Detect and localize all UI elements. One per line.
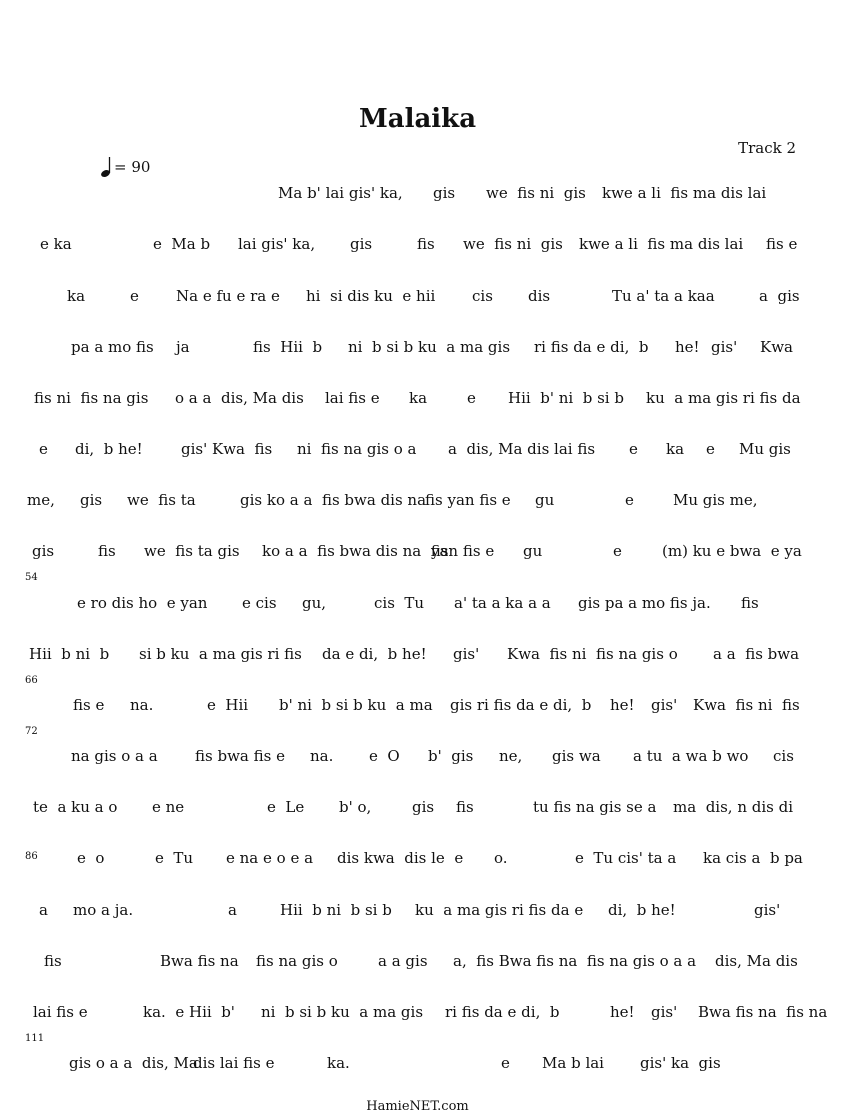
- lyric-syllables: lai fis e: [325, 389, 380, 407]
- lyric-syllables: fis: [98, 542, 116, 560]
- lyric-syllables: dis kwa dis le e: [337, 849, 464, 867]
- lyric-syllables: kwe a li fis ma dis lai: [602, 184, 767, 202]
- lyric-syllables: Kwa fis ni fis na gis o: [507, 645, 678, 663]
- lyric-syllables: ka: [67, 287, 86, 305]
- lyric-syllables: gis': [651, 1003, 678, 1021]
- lyric-line: [0, 746, 859, 766]
- lyric-syllables: a dis, Ma dis lai fis: [448, 440, 596, 458]
- lyric-syllables: e ro dis ho e yan: [77, 594, 208, 612]
- lyric-syllables: Hii b ni b si b: [280, 901, 392, 919]
- tempo-marking: [100, 156, 150, 178]
- lyric-syllables: a tu a wa b wo: [633, 747, 749, 765]
- lyric-syllables: pa a mo fis: [71, 338, 154, 356]
- lyric-syllables: a: [228, 901, 237, 919]
- lyric-syllables: we fis ni gis: [463, 235, 563, 253]
- lyric-syllables: tu fis na gis se a: [533, 798, 657, 816]
- lyric-syllables: e Hii: [207, 696, 249, 714]
- lyric-syllables: e O: [369, 747, 400, 765]
- lyric-syllables: e Tu cis' ta a: [575, 849, 677, 867]
- lyric-syllables: (m) ku e bwa e ya: [662, 542, 802, 560]
- lyric-syllables: me,: [27, 491, 55, 509]
- lyric-syllables: si b ku a ma gis ri fis: [139, 645, 302, 663]
- quarter-note-icon: [100, 156, 112, 178]
- lyric-syllables: ni b si b ku a ma gis: [261, 1003, 424, 1021]
- lyric-syllables: gis: [412, 798, 435, 816]
- lyric-line: [0, 388, 859, 408]
- lyric-syllables: e Ma b: [153, 235, 211, 253]
- lyric-syllables: te a ku a o: [33, 798, 118, 816]
- lyric-line: [0, 490, 859, 510]
- lyric-syllables: a a fis bwa: [713, 645, 800, 663]
- lyric-syllables: gis: [32, 542, 55, 560]
- lyric-syllables: fis ni fis na gis: [34, 389, 149, 407]
- lyric-syllables: cis: [472, 287, 493, 305]
- lyric-syllables: e: [467, 389, 476, 407]
- lyric-syllables: Bwa fis na: [160, 952, 239, 970]
- lyric-syllables: o.: [494, 849, 508, 867]
- lyric-syllables: cis Tu: [374, 594, 425, 612]
- lyric-syllables: Ma b' lai gis' ka,: [278, 184, 403, 202]
- lyric-syllables: b' gis: [428, 747, 474, 765]
- lyric-syllables: ni b si b ku a ma gis: [348, 338, 511, 356]
- lyric-syllables: gis: [80, 491, 103, 509]
- footer-site: HamieNET.com: [366, 1099, 469, 1114]
- tempo-text: = 90: [114, 158, 151, 176]
- lyric-syllables: dis lai fis e: [193, 1054, 275, 1072]
- lyric-syllables: we fis ni gis: [486, 184, 586, 202]
- lyric-syllables: dis: [528, 287, 551, 305]
- lyric-syllables: ka: [666, 440, 685, 458]
- lyric-syllables: di, b he!: [608, 901, 676, 919]
- lyric-syllables: gu: [523, 542, 543, 560]
- lyric-syllables: a: [39, 901, 48, 919]
- lyric-syllables: he!: [675, 338, 700, 356]
- measure-number: 111: [25, 1033, 45, 1044]
- lyric-syllables: we fis ta: [127, 491, 196, 509]
- lyric-syllables: e o: [77, 849, 105, 867]
- lyric-syllables: e cis: [242, 594, 277, 612]
- lyric-syllables: he!: [610, 1003, 635, 1021]
- lyric-syllables: fis: [417, 235, 435, 253]
- lyric-syllables: e: [629, 440, 638, 458]
- lyric-syllables: Kwa: [760, 338, 793, 356]
- lyric-syllables: he!: [610, 696, 635, 714]
- lyric-syllables: lai fis e: [33, 1003, 88, 1021]
- measure-number: 72: [25, 726, 38, 737]
- lyric-line: [0, 900, 859, 920]
- measure-number: 66: [25, 675, 38, 686]
- lyric-syllables: a a gis: [378, 952, 428, 970]
- lyric-syllables: gis' ka gis: [640, 1054, 721, 1072]
- lyric-syllables: cis: [773, 747, 794, 765]
- lyric-syllables: gis: [433, 184, 456, 202]
- lyric-syllables: e na e o e a: [226, 849, 314, 867]
- lyric-syllables: ni fis na gis o a: [297, 440, 417, 458]
- lyric-syllables: ku a ma gis ri fis da e: [415, 901, 584, 919]
- lyric-syllables: e ka: [40, 235, 72, 253]
- lyric-line: [0, 695, 859, 715]
- lyric-syllables: Hii b' ni b si b: [508, 389, 624, 407]
- lyric-syllables: e: [130, 287, 139, 305]
- lyric-line: [0, 183, 859, 203]
- lyric-syllables: ku a ma gis ri fis da: [646, 389, 801, 407]
- measure-number: 86: [25, 851, 38, 862]
- lyric-syllables: gis': [711, 338, 738, 356]
- lyric-syllables: e ne: [152, 798, 185, 816]
- lyric-syllables: lai gis' ka,: [238, 235, 316, 253]
- lyric-syllables: b' o,: [339, 798, 372, 816]
- lyric-syllables: Ma b lai: [542, 1054, 604, 1072]
- lyric-syllables: mo a ja.: [73, 901, 134, 919]
- lyric-syllables: Mu gis me,: [673, 491, 758, 509]
- lyric-syllables: e: [39, 440, 48, 458]
- lyric-syllables: fis Hii b: [253, 338, 323, 356]
- lyric-syllables: na gis o a a: [71, 747, 158, 765]
- lyric-syllables: dis, Ma dis: [715, 952, 798, 970]
- lyric-syllables: Mu gis: [739, 440, 791, 458]
- lyric-syllables: ka. e Hii b': [143, 1003, 235, 1021]
- measure-number: 54: [25, 572, 38, 583]
- lyric-syllables: fis: [44, 952, 62, 970]
- lyric-syllables: we fis ta gis: [144, 542, 240, 560]
- lyric-line: [0, 337, 859, 357]
- lyric-syllables: Bwa fis na fis na: [698, 1003, 828, 1021]
- lyric-syllables: fis yan fis e: [425, 491, 511, 509]
- lyric-syllables: ko a a fis bwa dis na fis: [262, 542, 449, 560]
- lyric-syllables: gis': [754, 901, 781, 919]
- lyric-line: [0, 593, 859, 613]
- lyric-syllables: gis': [453, 645, 480, 663]
- lyric-syllables: gis ri fis da e di, b: [450, 696, 592, 714]
- lyric-syllables: ja: [176, 338, 190, 356]
- lyric-syllables: e Tu: [155, 849, 194, 867]
- lyric-syllables: fis e: [73, 696, 105, 714]
- lyric-syllables: gis' Kwa fis: [181, 440, 273, 458]
- lyric-syllables: gis ko a a fis bwa dis na: [240, 491, 427, 509]
- lyric-syllables: e Le: [267, 798, 305, 816]
- lyric-syllables: o a a dis, Ma dis: [175, 389, 304, 407]
- lyric-syllables: ka cis a b pa: [703, 849, 803, 867]
- lyric-syllables: di, b he!: [75, 440, 143, 458]
- track-subtitle: Track 2: [738, 139, 796, 157]
- lyric-syllables: e: [613, 542, 622, 560]
- lyric-syllables: gis wa: [552, 747, 601, 765]
- lyric-line: [0, 1002, 859, 1022]
- lyric-syllables: ri fis da e di, b: [534, 338, 649, 356]
- lyric-syllables: ne,: [499, 747, 523, 765]
- lyric-syllables: Tu a' ta a kaa: [612, 287, 715, 305]
- lyric-syllables: a' ta a ka a a: [454, 594, 551, 612]
- lyric-syllables: Hii b ni b: [29, 645, 110, 663]
- lyric-syllables: na.: [130, 696, 154, 714]
- lyric-syllables: ka: [409, 389, 428, 407]
- lyric-syllables: e: [706, 440, 715, 458]
- lyric-syllables: gu,: [302, 594, 327, 612]
- lyric-line: [0, 848, 859, 868]
- lyric-syllables: e: [501, 1054, 510, 1072]
- lyric-syllables: da e di, b he!: [322, 645, 427, 663]
- lyric-syllables: ma dis, n dis di: [673, 798, 794, 816]
- lyric-line: [0, 541, 859, 561]
- lyric-syllables: hi si dis ku e hii: [306, 287, 436, 305]
- lyric-syllables: fis e: [766, 235, 798, 253]
- lyric-syllables: b' ni b si b ku a ma: [279, 696, 433, 714]
- lyric-syllables: ri fis da e di, b: [445, 1003, 560, 1021]
- lyric-syllables: fis: [456, 798, 474, 816]
- lyric-line: [0, 1053, 859, 1073]
- lyric-line: [0, 797, 859, 817]
- lyric-syllables: ka.: [327, 1054, 350, 1072]
- lyric-syllables: Kwa fis ni fis: [693, 696, 800, 714]
- lyric-syllables: e: [625, 491, 634, 509]
- lyric-line: [0, 951, 859, 971]
- lyric-syllables: kwe a li fis ma dis lai: [579, 235, 744, 253]
- lyric-syllables: fis na gis o: [256, 952, 338, 970]
- lyric-syllables: yan fis e: [431, 542, 495, 560]
- lyric-line: [0, 234, 859, 254]
- lyric-syllables: gu: [535, 491, 555, 509]
- lyric-syllables: na.: [310, 747, 334, 765]
- lyric-syllables: gis pa a mo fis ja.: [578, 594, 711, 612]
- lyric-syllables: fis: [741, 594, 759, 612]
- lyric-syllables: gis': [651, 696, 678, 714]
- lyric-syllables: a gis: [759, 287, 800, 305]
- lyric-line: [0, 644, 859, 664]
- lyric-syllables: a, fis Bwa fis na fis na gis o a a: [453, 952, 697, 970]
- lyric-syllables: gis: [350, 235, 373, 253]
- lyric-syllables: Na e fu e ra e: [176, 287, 280, 305]
- lyric-syllables: fis bwa fis e: [195, 747, 285, 765]
- lyric-line: [0, 439, 859, 459]
- lyric-line: [0, 286, 859, 306]
- lyric-syllables: gis o a a dis, Ma: [69, 1054, 198, 1072]
- song-title: Malaika: [358, 104, 477, 134]
